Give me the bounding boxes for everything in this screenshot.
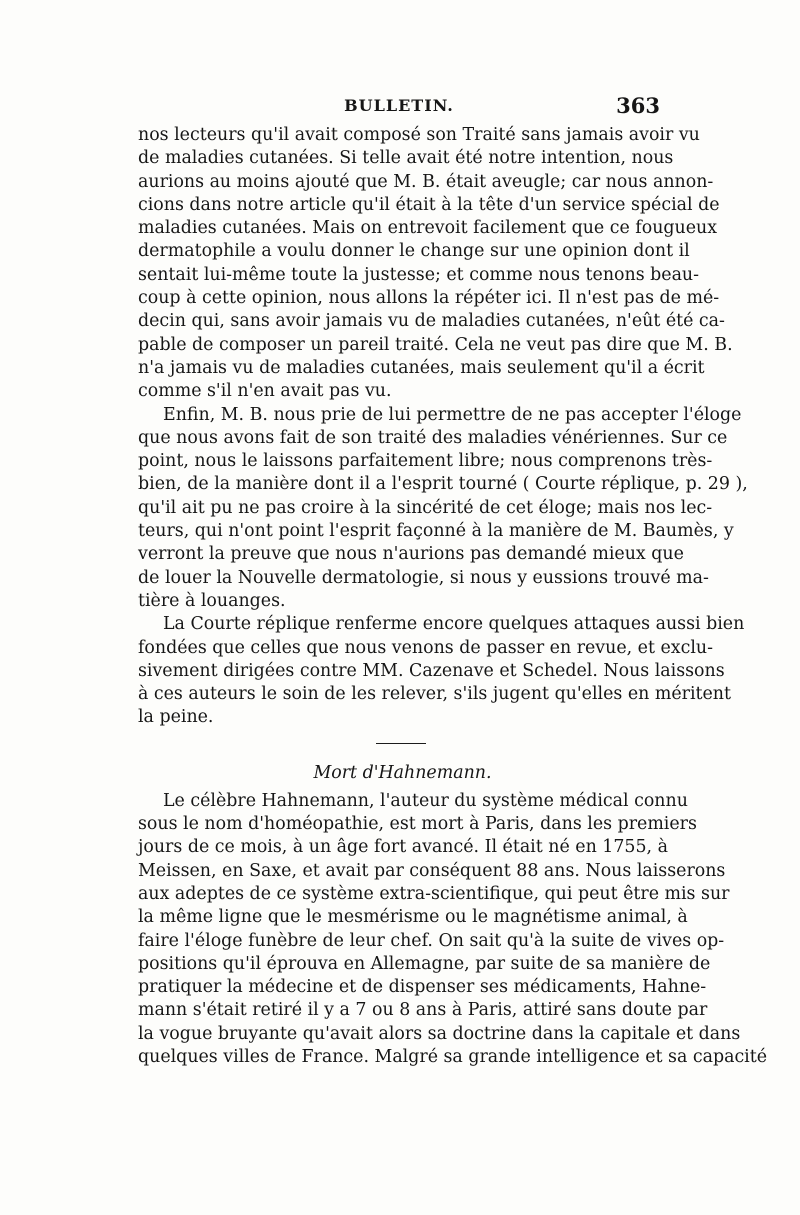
text-line: jours de ce mois, à un âge fort avancé. Il était né en 1755, à: [138, 837, 668, 858]
text-line: faire l'éloge funèbre de leur chef. On sait qu'à la suite de vives op-: [138, 930, 725, 951]
paragraph-2: [138, 404, 748, 614]
text-line: point, nous le laissons parfaitement libre; nous comprenons très-: [138, 451, 713, 472]
text-line: fondées que celles que nous venons de passer en revue, et exclu-: [138, 637, 713, 658]
text-line: teurs, qui n'ont point l'esprit façonné à la manière de M. Baumès, y: [138, 521, 734, 542]
text-line: aux adeptes de ce système extra-scientifique, qui peut être mis sur: [138, 883, 730, 904]
text-line: la vogue bruyante qu'avait alors sa doctrine dans la capitale et dans: [138, 1023, 741, 1044]
text-line: mann s'était retiré il y a 7 ou 8 ans à Paris, attiré sans doute par: [138, 1000, 708, 1021]
text-line: bien, de la manière dont il a l'esprit tourné ( Courte réplique, p. 29 ),: [138, 474, 748, 495]
text-line: pratiquer la médecine et de dispenser ses médicaments, Hahne-: [138, 977, 707, 998]
text-line: decin qui, sans avoir jamais vu de maladies cutanées, n'eût été ca-: [138, 311, 725, 332]
running-head: BULLETIN.: [344, 96, 454, 115]
text-line: dermatophile a voulu donner le change sur une opinion dont il: [138, 241, 690, 262]
paragraph-4: [138, 790, 768, 1070]
section-divider: [138, 730, 661, 760]
body-text: [138, 124, 768, 1069]
paragraph-1: [138, 124, 733, 404]
section-title: Mort d'Hahnemann.: [313, 762, 492, 783]
text-line: sous le nom d'homéopathie, est mort à Paris, dans les premiers: [138, 814, 697, 835]
text-line: tière à louanges.: [138, 590, 286, 611]
text-line: aurions au moins ajouté que M. B. était aveugle; car nous annon-: [138, 171, 714, 192]
text-line: sivement dirigées contre MM. Cazenave et Schedel. Nous laissons: [138, 660, 725, 681]
text-line: Le célèbre Hahnemann, l'auteur du système médical connu: [163, 790, 688, 811]
text-line: quelques villes de France. Malgré sa grande intelligence et sa capacité: [138, 1046, 768, 1067]
text-line: sentait lui-même toute la justesse; et comme nous tenons beau-: [138, 264, 700, 285]
divider-rule: [376, 743, 426, 744]
text-line: la même ligne que le mesmérisme ou le magnétisme animal, à: [138, 907, 688, 928]
text-line: n'a jamais vu de maladies cutanées, mais seulement qu'il a écrit: [138, 357, 705, 378]
text-line: de maladies cutanées. Si telle avait été notre intention, nous: [138, 148, 674, 169]
text-line: pable de composer un pareil traité. Cela ne veut pas dire que M. B.: [138, 334, 733, 355]
text-line: la peine.: [138, 707, 214, 728]
text-line: verront la preuve que nous n'aurions pas demandé mieux que: [138, 544, 684, 565]
text-line: La Courte réplique renferme encore quelques attaques aussi bien: [163, 614, 745, 635]
text-line: nos lecteurs qu'il avait composé son Traité sans jamais avoir vu: [138, 125, 700, 145]
page-number: 363: [616, 93, 660, 118]
text-line: Enfin, M. B. nous prie de lui permettre de ne pas accepter l'éloge: [163, 404, 742, 425]
text-line: Meissen, en Saxe, et avait par conséquent 88 ans. Nous laisserons: [138, 860, 726, 881]
page-header: [138, 93, 660, 126]
text-line: maladies cutanées. Mais on entrevoit facilement que ce fougueux: [138, 218, 718, 239]
text-line: cions dans notre article qu'il était à la tête d'un service spécial de: [138, 194, 720, 215]
text-line: positions qu'il éprouva en Allemagne, par suite de sa manière de: [138, 953, 711, 974]
text-line: de louer la Nouvelle dermatologie, si nous y eussions trouvé ma-: [138, 567, 709, 588]
text-line: que nous avons fait de son traité des maladies vénériennes. Sur ce: [138, 427, 728, 448]
text-line: à ces auteurs le soin de les relever, s'ils jugent qu'elles en méritent: [138, 684, 731, 705]
text-line: coup à cette opinion, nous allons la répéter ici. Il n'est pas de mé-: [138, 288, 720, 309]
text-line: qu'il ait pu ne pas croire à la sincérité de cet éloge; mais nos lec-: [138, 497, 713, 518]
text-line: comme s'il n'en avait pas vu.: [138, 381, 392, 402]
paragraph-3: [138, 613, 745, 729]
